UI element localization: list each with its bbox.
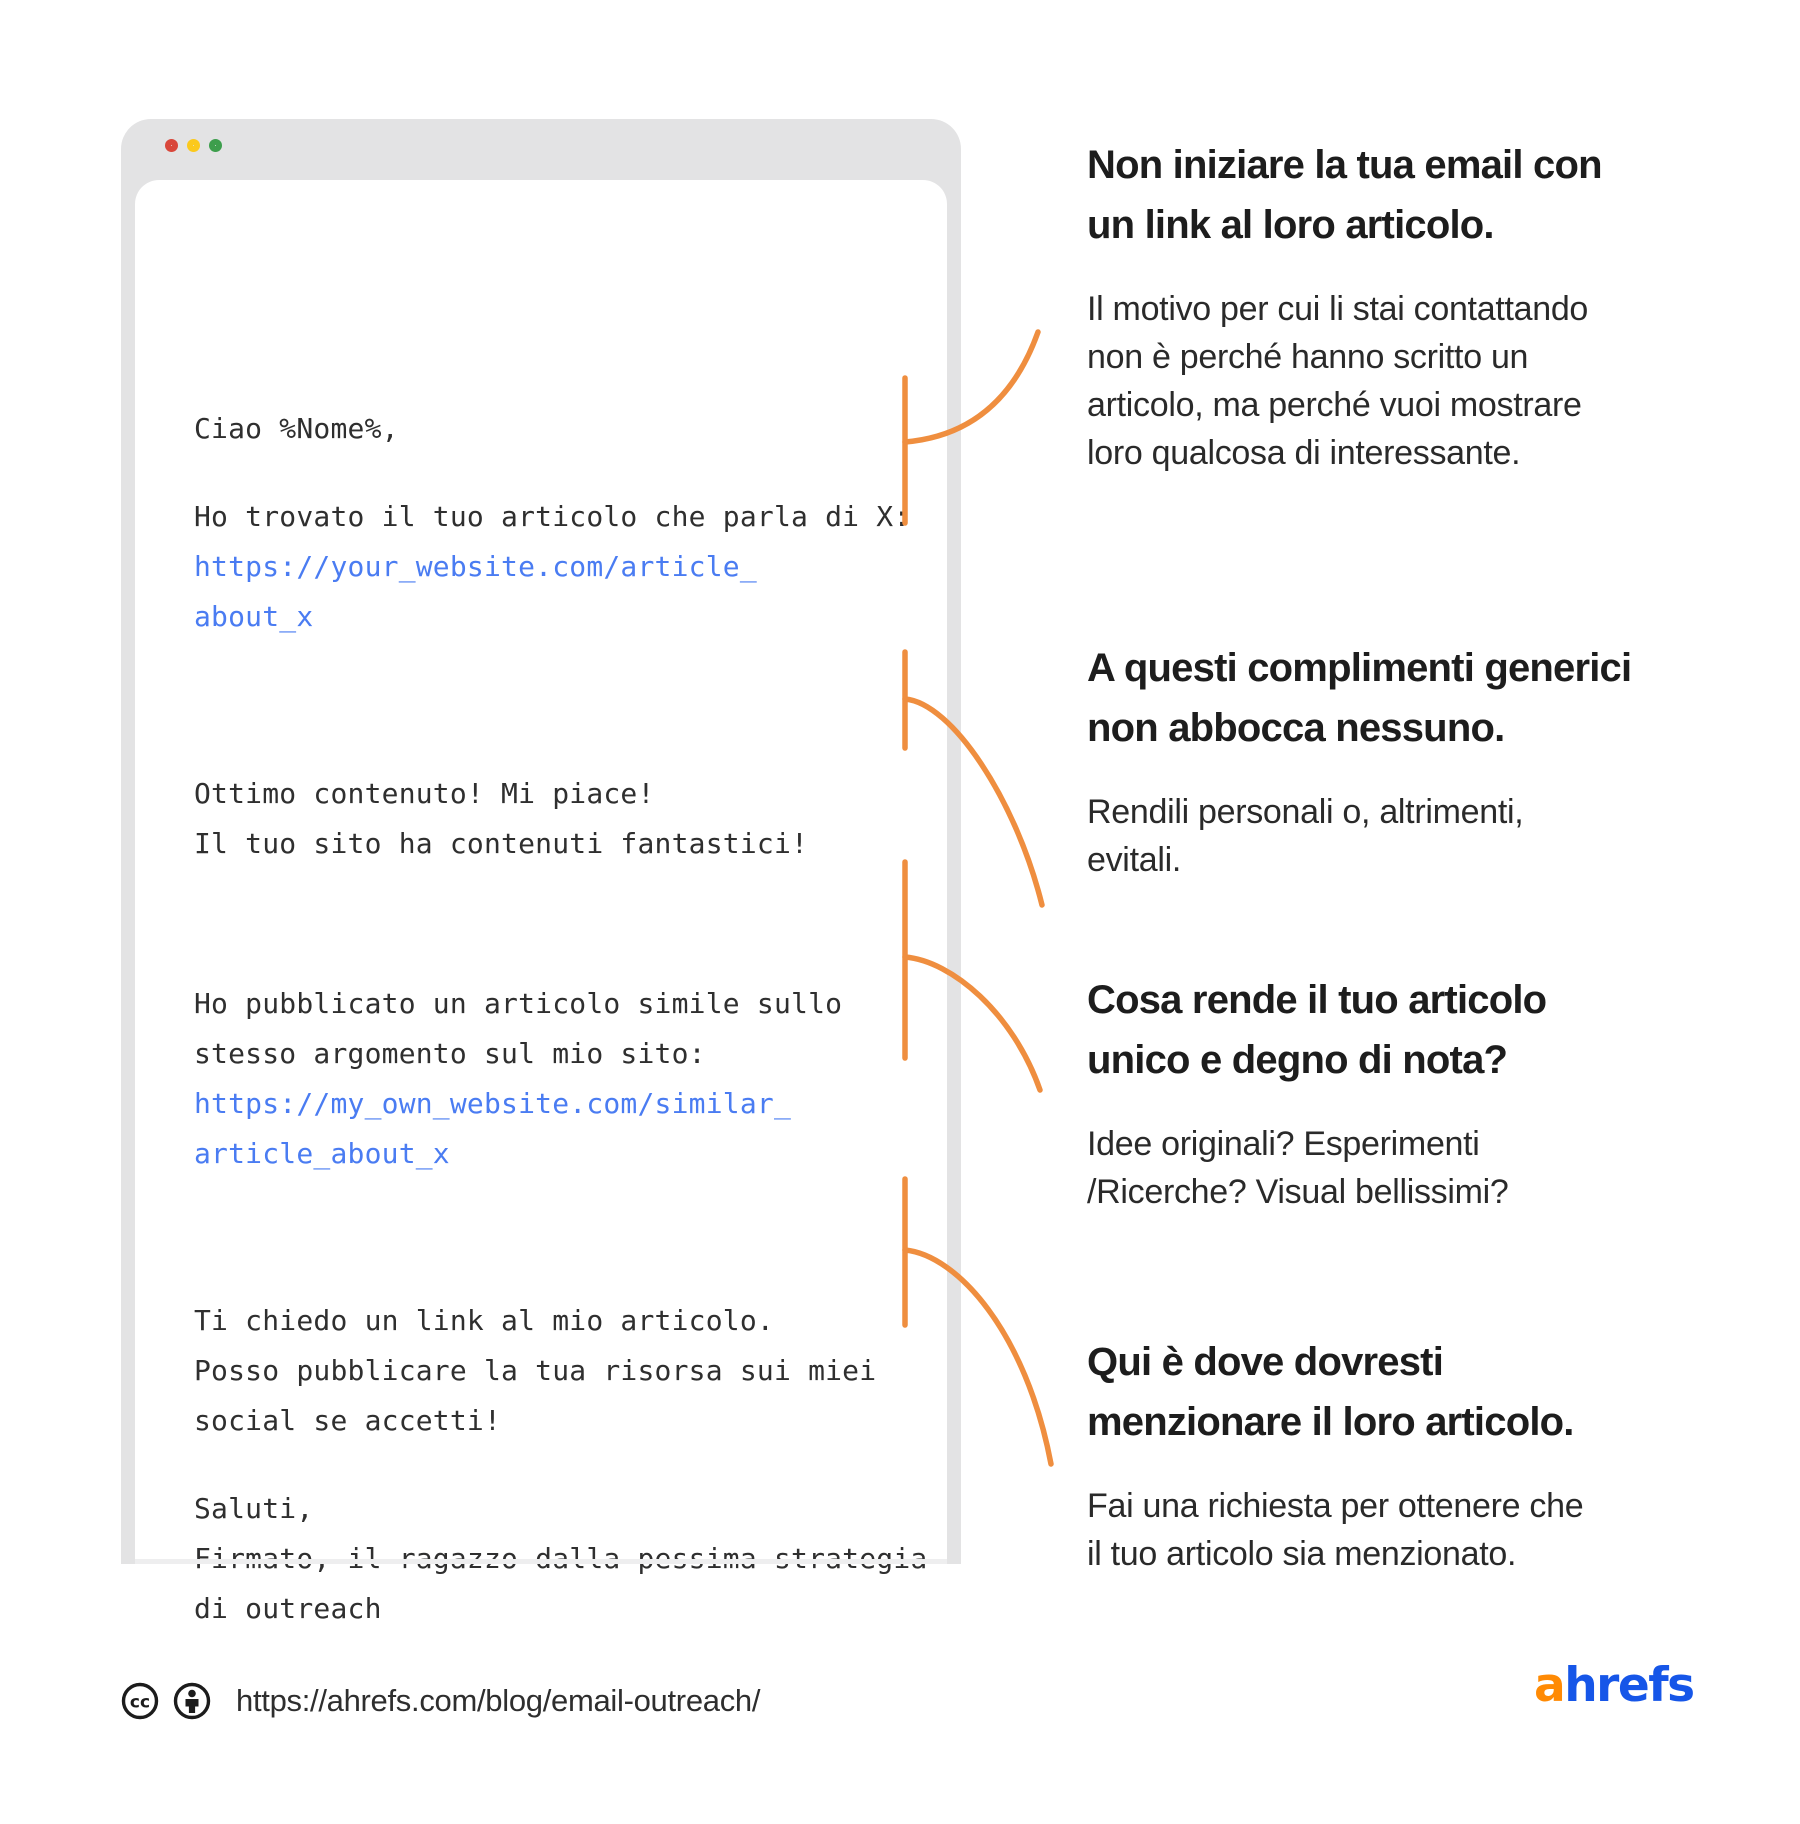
- email-text-line: Saluti,: [194, 1492, 314, 1525]
- annotation-body-line: non è perché hanno scritto un: [1087, 338, 1529, 376]
- annotation-body-line: /Ricerche? Visual bellissimi?: [1087, 1173, 1509, 1211]
- email-text-line: Il tuo sito ha contenuti fantastici!: [194, 827, 809, 860]
- cc-icon: [124, 1685, 157, 1718]
- window-controls: [165, 139, 222, 152]
- window-bottom-edge: [135, 1559, 947, 1564]
- annotation-body: [1087, 285, 1777, 477]
- maximize-button[interactable]: [209, 139, 222, 152]
- email-window: [121, 119, 961, 1625]
- annotation-heading-line: un link al loro articolo.: [1087, 203, 1494, 247]
- email-text-line: social se accetti!: [194, 1404, 502, 1437]
- svg-text:cc: cc: [129, 1692, 151, 1713]
- annotation-body-line: loro qualcosa di interessante.: [1087, 434, 1521, 472]
- close-button[interactable]: [165, 139, 178, 152]
- email-text-line: Ciao %Nome%,: [194, 412, 399, 445]
- email-paragraph: [194, 404, 934, 454]
- annotation-heading-line: menzionare il loro articolo.: [1087, 1400, 1574, 1444]
- email-text-line: Ti chiedo un link al mio articolo.: [194, 1304, 774, 1337]
- email-paragraph: [194, 979, 934, 1179]
- email-text-line: Ho pubblicato un articolo simile sullo: [194, 987, 843, 1020]
- annotation-body: [1087, 1120, 1777, 1216]
- window-titlebar: [121, 119, 961, 180]
- email-paragraph: [194, 769, 934, 869]
- annotation-body-line: articolo, ma perché vuoi mostrare: [1087, 386, 1582, 424]
- email-text-line: stesso argomento sul mio sito:: [194, 1037, 706, 1070]
- annotation-heading: [1087, 970, 1777, 1090]
- annotation-block-4: [1087, 1332, 1777, 1578]
- email-message: [194, 299, 934, 1634]
- email-text-line: di outreach: [194, 1592, 382, 1625]
- annotation-body-line: Rendili personali o, altrimenti,: [1087, 793, 1524, 831]
- annotation-heading: [1087, 1332, 1777, 1452]
- annotation-heading: [1087, 135, 1777, 255]
- ahrefs-logo-hrefs: hrefs: [1564, 1658, 1694, 1713]
- email-window-body: [135, 180, 947, 1625]
- annotation-heading-line: unico e degno di nota?: [1087, 1038, 1508, 1082]
- email-paragraph: [194, 492, 934, 642]
- annotation-column: [1087, 0, 1777, 1578]
- email-link[interactable]: https://your_website.com/article_: [194, 550, 757, 583]
- email-link[interactable]: article_about_x: [194, 1137, 450, 1170]
- annotation-heading-line: A questi complimenti generici: [1087, 646, 1632, 690]
- minimize-button[interactable]: [187, 139, 200, 152]
- annotation-body-line: Idee originali? Esperimenti: [1087, 1125, 1480, 1163]
- annotation-heading-line: Cosa rende il tuo articolo: [1087, 978, 1547, 1022]
- email-paragraph: [194, 1296, 934, 1446]
- annotation-body-line: il tuo articolo sia menzionato.: [1087, 1535, 1517, 1573]
- ahrefs-logo-a: a: [1534, 1658, 1565, 1713]
- email-link[interactable]: https://my_own_website.com/similar_: [194, 1087, 792, 1120]
- annotation-body-line: Il motivo per cui li stai contattando: [1087, 290, 1589, 328]
- annotation-heading-line: Non iniziare la tua email con: [1087, 143, 1602, 187]
- annotation-heading-line: non abbocca nessuno.: [1087, 706, 1505, 750]
- annotation-body-line: Fai una richiesta per ottenere che: [1087, 1487, 1584, 1525]
- email-link[interactable]: about_x: [194, 600, 314, 633]
- attribution-icon: [176, 1685, 209, 1718]
- annotation-block-2: [1087, 638, 1777, 884]
- annotation-body-line: evitali.: [1087, 841, 1181, 879]
- annotation-body: [1087, 788, 1777, 884]
- annotation-heading-line: Qui è dove dovresti: [1087, 1340, 1444, 1384]
- annotation-block-3: [1087, 970, 1777, 1216]
- email-text-line: Posso pubblicare la tua risorsa sui miei: [194, 1354, 877, 1387]
- annotation-block-1: [1087, 135, 1777, 477]
- license-icons: [124, 1685, 209, 1718]
- email-text-line: Ho trovato il tuo articolo che parla di X:: [194, 500, 911, 533]
- annotation-heading: [1087, 638, 1777, 758]
- ahrefs-logo: [1534, 1658, 1694, 1714]
- email-text-line: Ottimo contenuto! Mi piace!: [194, 777, 655, 810]
- source-url: https://ahrefs.com/blog/email-outreach/: [236, 1683, 761, 1718]
- annotation-body: [1087, 1482, 1777, 1578]
